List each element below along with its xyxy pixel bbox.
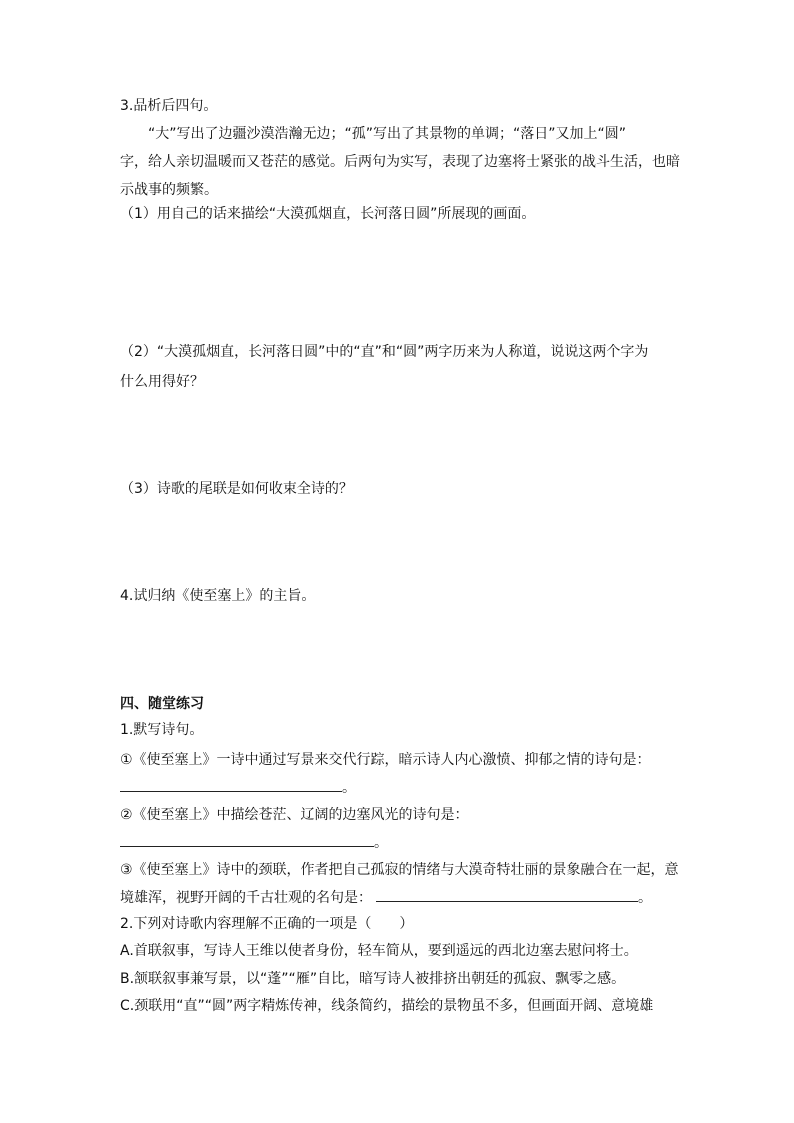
q3-paragraph-line-2: 字，给人亲切温暖而又苍茫的感觉。后两句为实写，表现了边塞将士紧张的战斗生活，也暗 (120, 154, 680, 170)
item2-heading: 2.下列对诗歌内容理解不正确的一项是（ ） (120, 916, 414, 932)
q3-subquestion-1: （1）用自己的话来描绘“大漠孤烟直，长河落日圆”所展现的画面。 (120, 206, 536, 222)
q3-heading: 3.品析后四句。 (120, 98, 218, 114)
q4-heading: 4.试归纳《使至塞上》的主旨。 (120, 588, 316, 604)
fill2-answer-line[interactable] (120, 832, 388, 853)
fill3-prompt-prefix: 境雄浑，视野开阔的千古壮观的名句是： (120, 890, 372, 906)
q3-subquestion-3: （3）诗歌的尾联是如何收束全诗的？ (120, 481, 353, 497)
q3-subquestion-2-line-1: （2）“大漠孤烟直，长河落日圆”中的“直”和“圆”两字历来为人称道，说说这两个字为 (120, 344, 649, 360)
fill3-line-1: ③《使至塞上》诗中的颈联，作者把自己孤寂的情绪与大漠奇特壮丽的景象融合在一起，意 (120, 862, 679, 878)
fill2-end: 。 (374, 835, 388, 851)
fill1-blank[interactable] (120, 777, 342, 792)
option-b: B.颔联叙事兼写景，以“蓬”“雁”自比，暗写诗人被排挤出朝廷的孤寂、飘零之感。 (120, 971, 626, 987)
fill2-blank[interactable] (120, 832, 374, 847)
fill3-line-2 (120, 887, 652, 908)
fill1-end: 。 (342, 780, 356, 796)
option-a: A.首联叙事，写诗人王维以使者身份，轻车简从，要到遥远的西北边塞去慰问将士。 (120, 943, 638, 959)
q3-paragraph-line-3: 示战事的频繁。 (120, 182, 218, 198)
fill3-blank[interactable] (376, 887, 638, 902)
option-c: C.颈联用“直”“圆”两字精炼传神，线条简约，描绘的景物虽不多，但画面开阔、意境雄 (120, 998, 654, 1014)
q3-paragraph-line-1: “大”写出了边疆沙漠浩瀚无边；“孤”写出了其景物的单调；“落日”又加上“圆” (148, 126, 627, 142)
section4-heading: 四、随堂练习 (120, 696, 204, 712)
fill1-prompt: ①《使至塞上》一诗中通过写景来交代行踪，暗示诗人内心激愤、抑郁之情的诗句是： (120, 752, 651, 768)
fill2-prompt: ②《使至塞上》中描绘苍茫、辽阔的边塞风光的诗句是： (120, 807, 469, 823)
fill1-answer-line[interactable] (120, 777, 356, 798)
fill3-end: 。 (638, 890, 652, 906)
q3-subquestion-2-line-2: 什么用得好？ (120, 374, 204, 390)
item1-heading: 1.默写诗句。 (120, 722, 204, 738)
